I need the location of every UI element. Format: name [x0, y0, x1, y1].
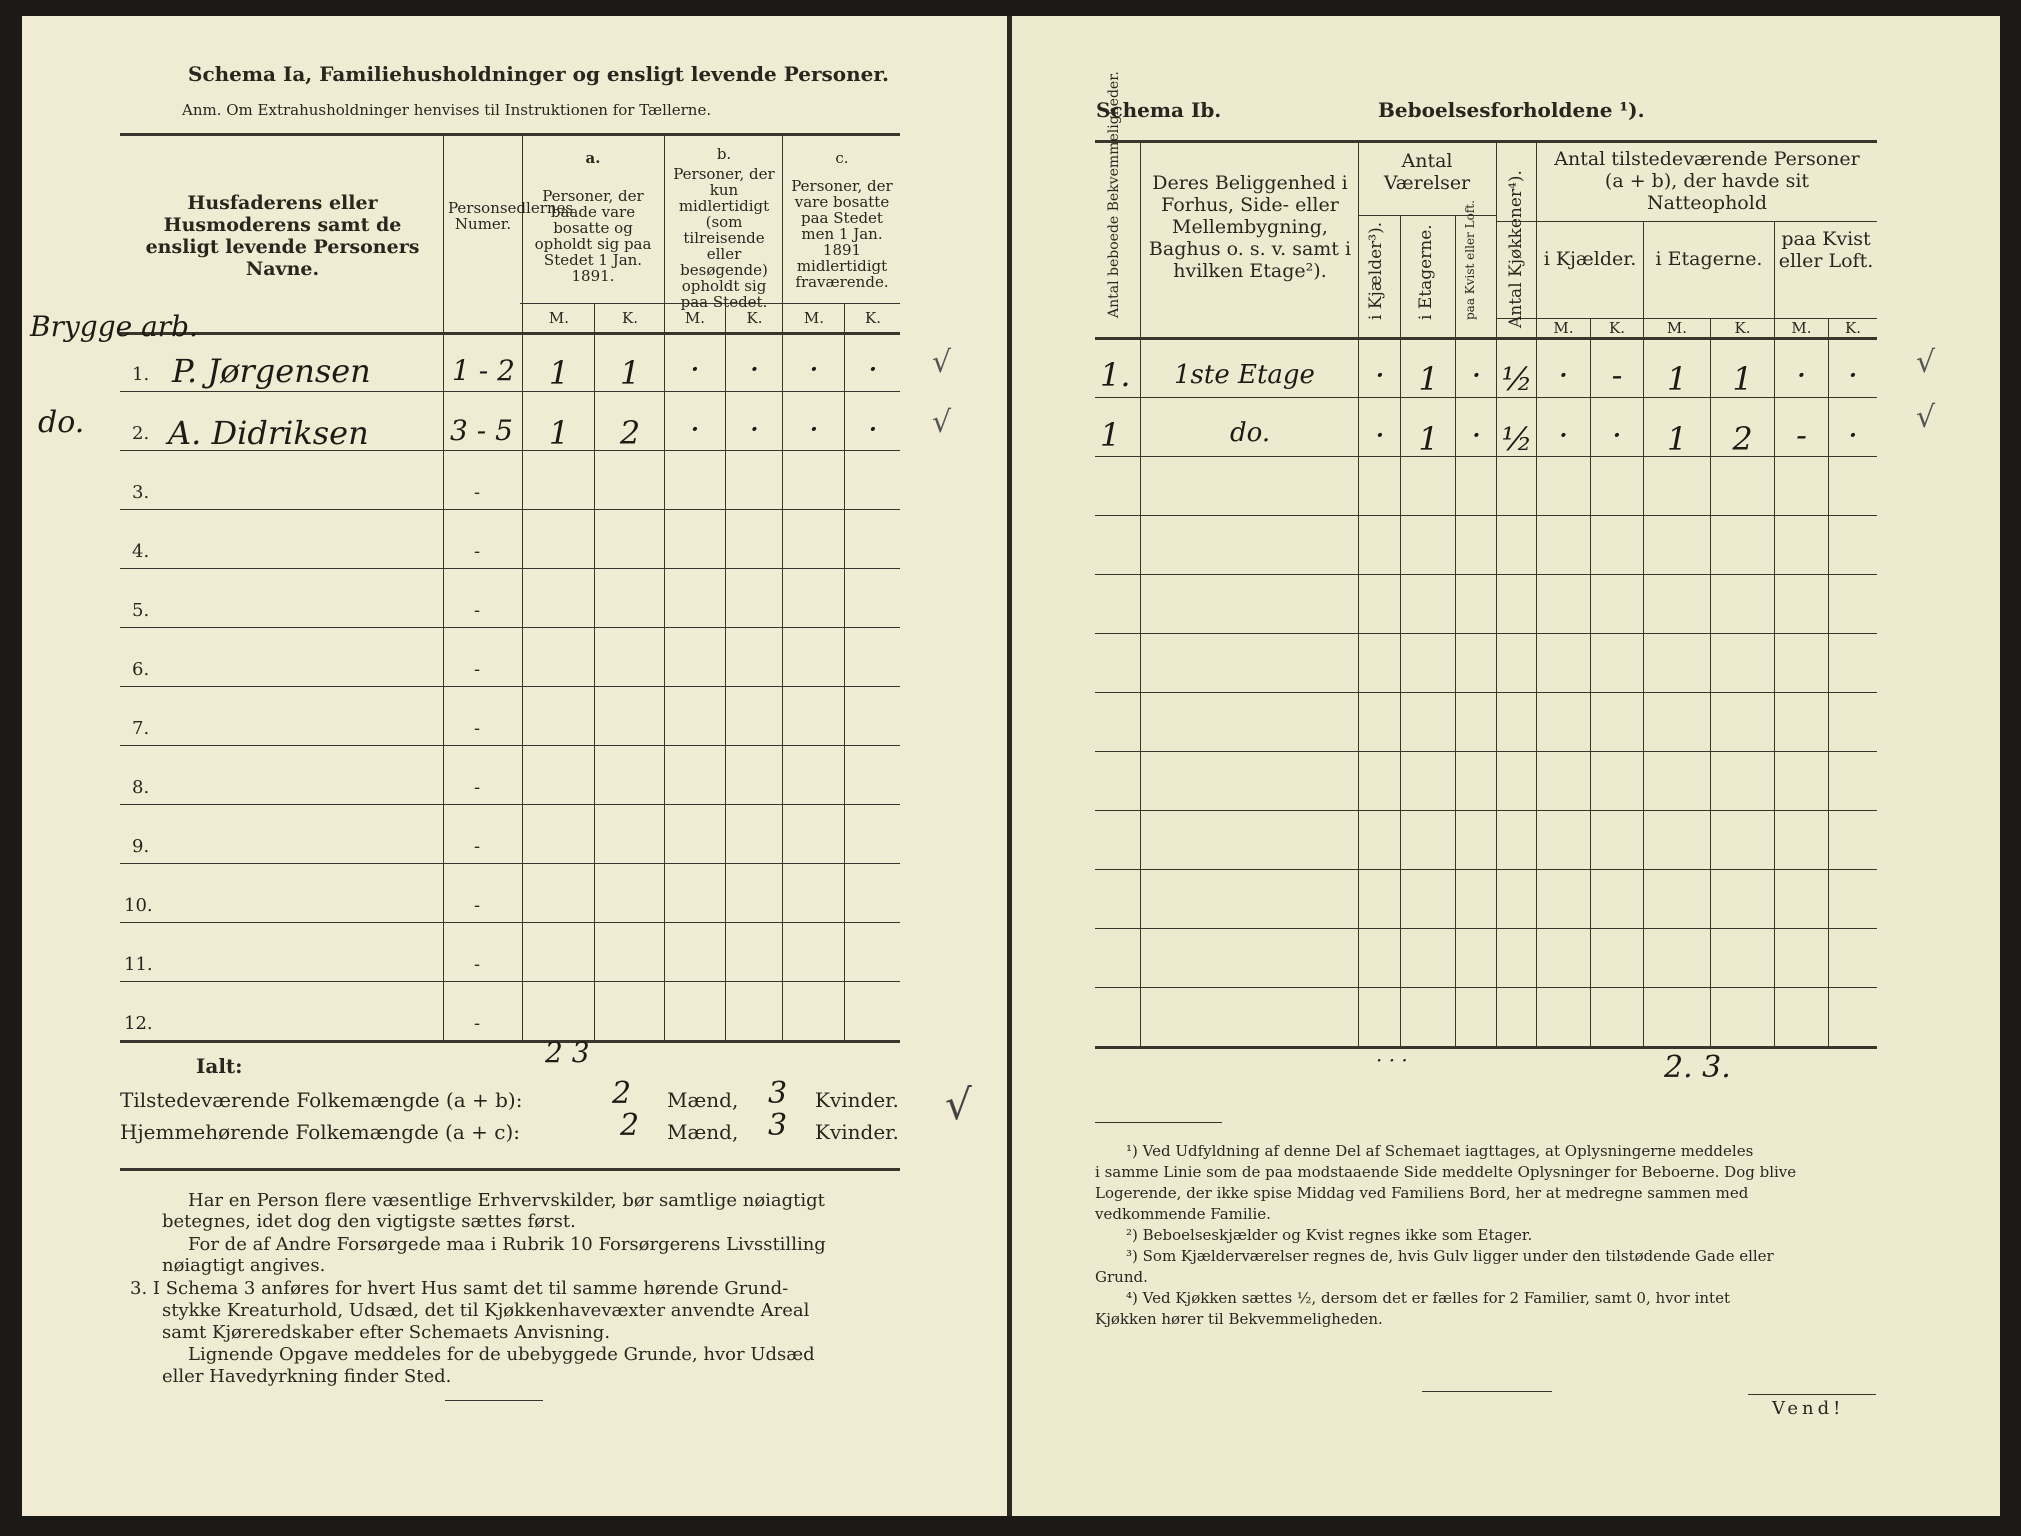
instruction-3d: Lignende Opgave meddeles for de ubebyggede Grunde, hvor Udsæd [188, 1344, 815, 1365]
schema-ib-title: Beboelsesforholdene ¹). [1378, 98, 1645, 122]
footnote-4b: Kjøkken hører til Bekvemmeligheden. [1095, 1310, 1383, 1328]
margin-occupation-1: Brygge arb. [30, 310, 198, 343]
a-m-1: 1 [548, 354, 570, 392]
footnote-3a: ³) Som Kjælderværelser regnes de, hvis Gulv ligger under den tilstødende Gade eller [1126, 1247, 1774, 1265]
tilstede-kvinder-value: 3 [768, 1076, 788, 1111]
maend-label: Mænd, [667, 1120, 739, 1144]
maend-label: Mænd, [667, 1088, 739, 1112]
b-m-2: · [689, 410, 701, 448]
header-tilstedevaerende: Antal tilstedeværende Personer (a + b), der havde sit Natteophold [1554, 148, 1860, 214]
sum-persons: 2. 3. [1664, 1050, 1731, 1085]
empty-dash: - [474, 777, 481, 798]
header-sub-i-kjaelder: i Kjælder. [1543, 248, 1637, 270]
header-sub-paa-kvist: paa Kvist eller Loft. [1778, 228, 1874, 272]
b-k-label: K. [746, 309, 763, 327]
kj-k-2: · [1611, 416, 1623, 454]
col-a-header: Personer, der baade vare bosatte og opholdt sig paa Stedet 1 Jan. 1891. [534, 187, 652, 285]
header-numbers: Personsedlernes Numer. [448, 199, 574, 233]
b-k-2: · [749, 410, 760, 448]
c-k-label: K. [865, 309, 881, 327]
kj-m-1: · [1558, 356, 1569, 394]
empty-dash: - [474, 895, 481, 916]
a-k-2: 2 [619, 414, 641, 452]
row-number: 7. [132, 718, 150, 739]
instruction-3c: samt Kjøreredskaber efter Schemaets Anvisning. [162, 1322, 611, 1343]
tilstede-maend-value: 2 [612, 1076, 632, 1111]
beliggenhed-2: do. [1230, 418, 1271, 448]
instruction-1b: betegnes, idet dog den vigtigste sættes først. [162, 1211, 576, 1232]
col-a-letter: a. [585, 149, 601, 167]
schema-ia-title: Schema Ia, Familiehusholdninger og ensligt levende Personer. [188, 62, 890, 86]
instruction-3b: stykke Kreaturhold, Udsæd, det til Kjøkkenhavevæxter anvendte Areal [162, 1300, 810, 1321]
instruction-1a: Har en Person flere væsentlige Erhvervskilder, bør samtlige nøiagtigt [188, 1190, 825, 1211]
empty-dash: - [474, 600, 481, 621]
margin-occupation-2: do. [38, 405, 85, 440]
a-m-label: M. [548, 309, 570, 327]
et-k-label: K. [1734, 319, 1751, 337]
ialt-handwritten: 2 3 [545, 1036, 590, 1069]
et-k-1: 1 [1732, 360, 1753, 398]
row-number: 2. [132, 423, 150, 444]
row-number: 11. [124, 954, 153, 975]
row-number: 4. [132, 541, 150, 562]
c-k-1: · [867, 350, 879, 388]
empty-dash: - [474, 659, 481, 680]
header-kjokkener: Antal Kjøkkener⁴). [1506, 170, 1526, 328]
header-paa-kvist: paa Kvist eller Loft. [1463, 200, 1477, 320]
col-b-letter: b. [716, 145, 732, 163]
row-number: 3. [132, 482, 150, 503]
empty-dash: - [474, 718, 481, 739]
bekv-2: 1 [1100, 416, 1121, 454]
kj-k-1: - [1611, 356, 1623, 394]
kvinder-label: Kvinder. [815, 1088, 899, 1112]
col-b-header: Personer, der kun midlertidigt (som tilreisende eller besøgende) opholdt sig paa Stedet. [673, 165, 775, 311]
footnote-1d: vedkommende Familie. [1095, 1205, 1271, 1223]
check-mark: √ [932, 405, 952, 440]
check-mark: √ [1916, 400, 1936, 435]
kjaelder-1: · [1374, 356, 1386, 394]
footnote-3b: Grund. [1095, 1268, 1148, 1286]
row-number: 9. [132, 836, 150, 857]
row-number: 1. [132, 364, 150, 385]
etagerne-1: 1 [1418, 360, 1439, 398]
kv-k-2: · [1847, 416, 1859, 454]
b-m-label: M. [684, 309, 706, 327]
a-m-2: 1 [548, 414, 570, 452]
sum-rooms: · · · [1376, 1048, 1408, 1072]
check-mark: √ [1916, 345, 1936, 380]
kv-k-label: K. [1845, 319, 1861, 337]
schema-ib-label: Schema Ib. [1096, 98, 1222, 122]
kv-m-2: - [1796, 416, 1807, 454]
c-k-2: · [867, 410, 879, 448]
c-m-1: · [808, 350, 820, 388]
row-number: 12. [124, 1013, 153, 1034]
tilstede-label: Tilstedeværende Folkemængde (a + b): [120, 1088, 523, 1112]
household-name-1: P. Jørgensen [172, 352, 371, 390]
etagerne-2: 1 [1418, 420, 1439, 458]
kv-k-1: · [1847, 356, 1859, 394]
row-number: 10. [124, 895, 153, 916]
person-numbers-1: 1 - 2 [452, 354, 515, 387]
row-number: 6. [132, 659, 150, 680]
a-k-1: 1 [619, 354, 641, 392]
empty-dash: - [474, 836, 481, 857]
col-c-letter: c. [835, 149, 849, 167]
schema-ia-note: Anm. Om Extrahusholdninger henvises til Instruktionen for Tællerne. [182, 101, 712, 119]
kj-m-2: · [1558, 416, 1569, 454]
header-beliggenhed: Deres Beliggenhed i Forhus, Side- eller Mellembygning, Baghus o. s. v. samt i hvilken Etage²). [1148, 172, 1352, 282]
empty-dash: - [474, 954, 481, 975]
empty-dash: - [474, 482, 481, 503]
instruction-2a: For de af Andre Forsørgede maa i Rubrik 10 Forsørgerens Livsstilling [188, 1234, 826, 1255]
et-m-1: 1 [1666, 360, 1688, 398]
person-numbers-2: 3 - 5 [450, 414, 513, 447]
b-k-1: · [749, 350, 760, 388]
hjemme-kvinder-value: 3 [768, 1108, 788, 1143]
footnote-1b: i samme Linie som de paa modstaaende Side meddelte Oplysninger for Beboerne. Dog blive [1095, 1163, 1797, 1181]
household-name-2: A. Didriksen [168, 414, 369, 452]
b-m-1: · [689, 350, 701, 388]
c-m-label: M. [803, 309, 825, 327]
kjokken-1: ½ [1501, 360, 1533, 398]
header-i-kjaelder: i Kjælder³). [1366, 221, 1386, 320]
kj-k-label: K. [1609, 319, 1625, 337]
et-k-2: 2 [1732, 420, 1753, 458]
instruction-3a: 3. I Schema 3 anføres for hvert Hus samt det til samme hørende Grund- [130, 1278, 789, 1299]
footnote-1a: ¹) Ved Udfyldning af denne Del af Schemaet iagttages, at Oplysningerne meddeles [1126, 1142, 1754, 1160]
kv-m-1: · [1796, 356, 1807, 394]
header-antal-vaerelser: Antal Værelser [1383, 150, 1471, 194]
instruction-2b: nøiagtigt angives. [162, 1255, 326, 1276]
header-sub-i-etagerne: i Etagerne. [1655, 248, 1763, 270]
header-names: Husfaderens eller Husmoderens samt de ensligt levende Personers Navne. [145, 192, 420, 280]
kjokken-2: ½ [1501, 420, 1533, 458]
et-m-2: 1 [1666, 420, 1688, 458]
check-mark: √ [932, 345, 952, 380]
c-m-2: · [808, 410, 820, 448]
bekv-1: 1. [1100, 356, 1131, 394]
et-m-label: M. [1666, 319, 1688, 337]
col-c-header: Personer, der vare bosatte paa Stedet men 1 Jan. 1891 midlertidigt fraværende. [791, 177, 893, 291]
footnote-1c: Logerende, der ikke spise Middag ved Familiens Bord, her at medregne sammen med [1095, 1184, 1749, 1202]
check-mark: √ [945, 1080, 972, 1129]
footnote-4a: ⁴) Ved Kjøkken sættes ½, dersom det er fælles for 2 Familier, samt 0, hvor intet [1126, 1289, 1730, 1307]
kjaelder-2: · [1374, 416, 1386, 454]
hjemme-label: Hjemmehørende Folkemængde (a + c): [120, 1120, 520, 1144]
vend-label: Vend! [1772, 1398, 1845, 1419]
kj-m-label: M. [1553, 319, 1574, 337]
hjemme-maend-value: 2 [620, 1108, 640, 1143]
row-number: 5. [132, 600, 150, 621]
kvinder-label: Kvinder. [815, 1120, 899, 1144]
header-i-etagerne: i Etagerne. [1416, 224, 1436, 320]
kvist-1: · [1471, 356, 1482, 394]
kv-m-label: M. [1791, 319, 1812, 337]
row-number: 8. [132, 777, 150, 798]
footnote-2: ²) Beboelseskjælder og Kvist regnes ikke som Etager. [1126, 1226, 1533, 1244]
instruction-3e: eller Havedyrkning finder Sted. [162, 1366, 452, 1387]
empty-dash: - [474, 1013, 481, 1034]
ialt-label: Ialt: [196, 1054, 243, 1078]
empty-dash: - [474, 541, 481, 562]
a-k-label: K. [622, 309, 638, 327]
header-bekvemmeligheder: Antal beboede Bekvemmeligheder. [1106, 71, 1122, 318]
kvist-2: · [1471, 416, 1482, 454]
beliggenhed-1: 1ste Etage [1174, 360, 1315, 390]
